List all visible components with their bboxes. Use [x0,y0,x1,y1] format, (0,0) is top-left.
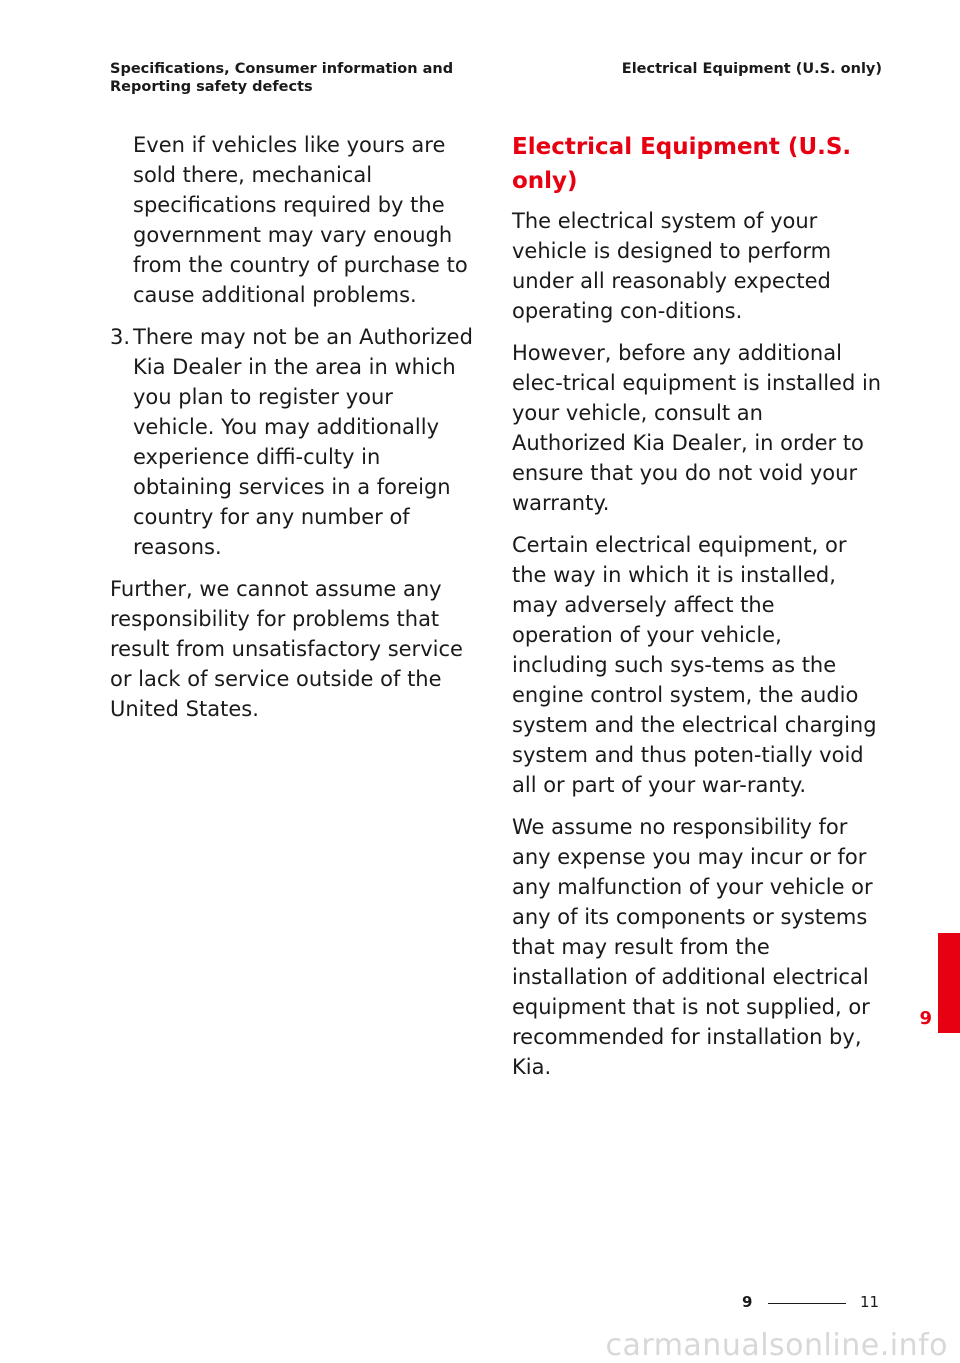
header-section-line2: Reporting safety defects [110,79,313,95]
header-section-line1: Specifications, Consumer information and [110,61,454,77]
running-header-topic: Electrical Equipment (U.S. only) [621,61,882,77]
body-paragraph: Further, we cannot assume any responsibility for problems that result from unsatisfactory service or lack of service outside of the United States. [110,577,463,721]
body-paragraph-2: However, before any additional elec-trical equipment is installed in your vehicle, consult an Authorized Kia Dealer, in order to ensure that you do not void your warranty. [512,341,882,515]
list-item-3 [110,322,480,562]
section-title: Electrical Equipment (U.S. only) [512,134,852,194]
chapter-tab-number: 9 [919,1008,932,1029]
footer-page-number: 11 [860,1293,880,1311]
body-paragraph-4: We assume no responsibility for any expense you may incur or for any malfunction of your vehicle or any of its components or systems that may result from the installation of additional electrical equipment that is not supplied, or recommended for installation by, Kia. [512,815,873,1079]
footer-divider [768,1303,846,1304]
body-paragraph-3: Certain electrical equipment, or the way in which it is installed, may adversely affect the operation of your vehicle, including such sys-tems as the engine control system, the audio system and the electrical charging system and thus poten-tially void all or part of your war-ranty. [512,533,877,797]
left-column [110,130,480,736]
watermark-text: carmanualsonline.info [605,1328,948,1363]
body-paragraph-1: The electrical system of your vehicle is designed to perform under all reasonably expected operating con-ditions. [512,209,832,323]
chapter-tab-marker [938,933,960,1033]
right-column [512,130,882,1094]
list-item-2-continuation: Even if vehicles like yours are sold there, mechanical specifications required by the government may vary enough from the country of purchase to cause additional problems. [133,133,468,307]
footer-chapter-number: 9 [742,1293,753,1311]
running-header-section [110,60,470,96]
list-item-text: There may not be an Authorized Kia Dealer in the area in which you plan to register your vehicle. You may additionally experience diffi-culty in obtaining services in a foreign country for any number of reasons. [133,325,473,559]
list-item-number: 3. [110,325,131,349]
